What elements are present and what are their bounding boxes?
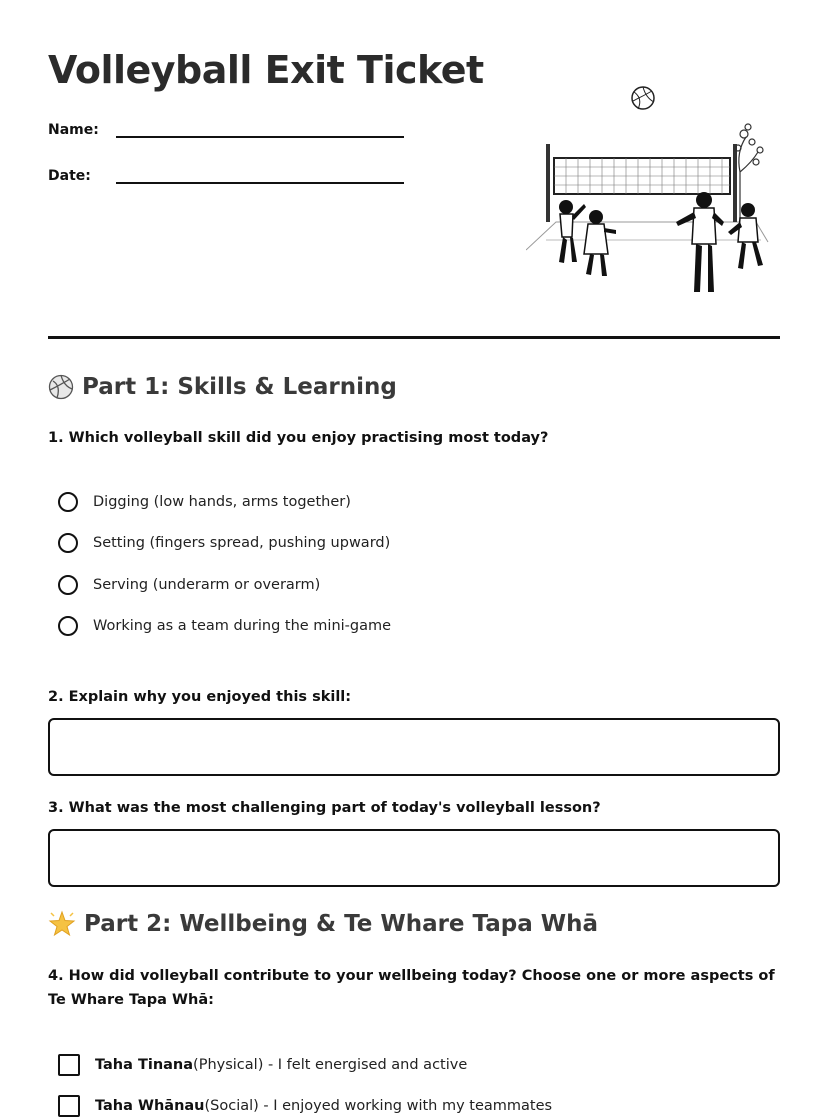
radio-button[interactable] (58, 492, 78, 512)
name-line[interactable] (116, 118, 404, 138)
q3-answer-box[interactable] (48, 829, 780, 887)
option-description: (Social) - I enjoyed working with my teammates (204, 1098, 553, 1114)
option-label: Setting (fingers spread, pushing upward) (93, 535, 391, 551)
question-4: 4. How did volleyball contribute to your wellbeing today? Choose one or more aspects of Te Whare Tapa Whā: (48, 968, 775, 1008)
option-term: Taha Tinana (95, 1057, 194, 1073)
radio-button[interactable] (58, 575, 78, 595)
part1-heading-text: Part 1: Skills & Learning (82, 374, 397, 400)
part1-heading (48, 374, 397, 400)
option-description: (Physical) - I felt energised and active (193, 1057, 468, 1073)
question-2: 2. Explain why you enjoyed this skill: (48, 689, 352, 705)
q4-option-taha-tinana[interactable] (58, 1054, 467, 1076)
question-1: 1. Which volleyball skill did you enjoy practising most today? (48, 430, 549, 446)
date-label: Date: (48, 168, 91, 184)
star-icon (48, 910, 76, 938)
q4-option-taha-whanau[interactable] (58, 1095, 552, 1117)
part2-heading (48, 910, 598, 938)
q1-option-teamwork[interactable] (58, 616, 391, 636)
volleyball-icon (632, 87, 654, 109)
date-field (48, 164, 404, 184)
name-field (48, 118, 404, 138)
radio-button[interactable] (58, 533, 78, 553)
q1-option-digging[interactable] (58, 492, 351, 512)
name-label: Name: (48, 122, 99, 138)
option-label: Working as a team during the mini-game (93, 618, 392, 634)
checkbox[interactable] (58, 1095, 80, 1117)
page-title: Volleyball Exit Ticket (48, 48, 484, 92)
option-label: Serving (underarm or overarm) (93, 577, 321, 593)
option-term: Taha Whānau (95, 1098, 205, 1114)
q2-answer-box[interactable] (48, 718, 780, 776)
section-divider (48, 336, 780, 339)
q1-option-serving[interactable] (58, 575, 320, 595)
radio-button[interactable] (58, 616, 78, 636)
checkbox[interactable] (58, 1054, 80, 1076)
question-3: 3. What was the most challenging part of today's volleyball lesson? (48, 800, 601, 816)
part2-heading-text: Part 2: Wellbeing & Te Whare Tapa Whā (84, 911, 599, 937)
date-line[interactable] (116, 164, 404, 184)
volleyball-icon (48, 374, 74, 400)
q1-option-setting[interactable] (58, 533, 390, 553)
children-playing-volleyball-illustration (526, 82, 776, 302)
option-label: Digging (low hands, arms together) (93, 494, 351, 510)
